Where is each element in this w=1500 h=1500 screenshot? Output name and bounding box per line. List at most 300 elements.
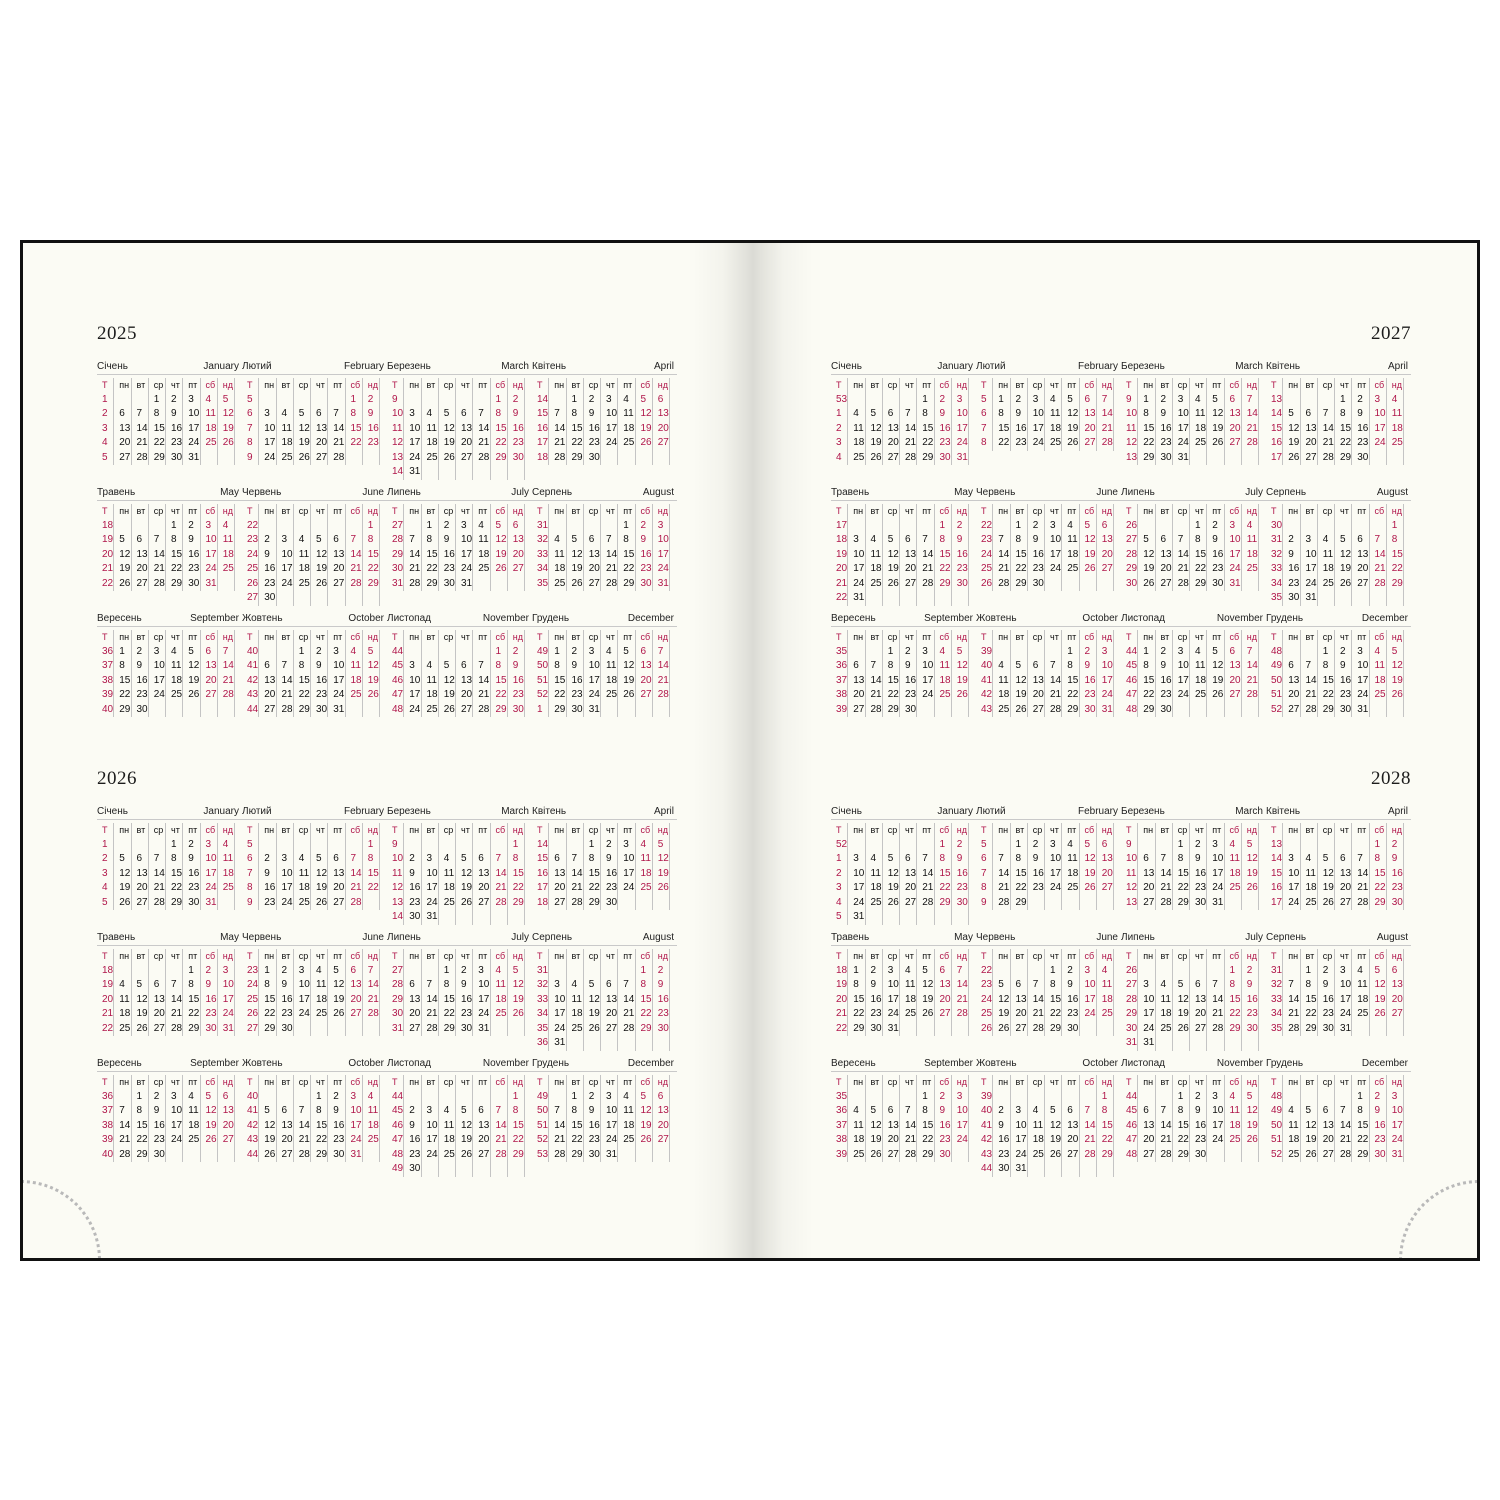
day-cell bbox=[549, 1090, 566, 1105]
weekday-header: пт bbox=[183, 504, 200, 519]
day-grid bbox=[1121, 949, 1266, 1051]
day-cell: 13 bbox=[473, 867, 490, 882]
day-cell: 15 bbox=[346, 422, 363, 437]
day-cell: 29 bbox=[1138, 703, 1155, 718]
day-cell bbox=[883, 838, 900, 853]
day-cell: 20 bbox=[311, 436, 328, 451]
day-cell: 10 bbox=[1045, 852, 1062, 867]
day-cell: 9 bbox=[952, 533, 969, 548]
day-cell: 26 bbox=[1011, 703, 1028, 718]
day-cell: 25 bbox=[473, 562, 490, 577]
weekday-header: сб bbox=[201, 949, 218, 964]
day-cell: 16 bbox=[1156, 422, 1173, 437]
day-cell: 15 bbox=[114, 674, 131, 689]
day-cell: 26 bbox=[1370, 1007, 1387, 1022]
day-cell: 18 bbox=[549, 562, 566, 577]
week-number: 2 bbox=[97, 852, 114, 867]
day-cell: 11 bbox=[294, 867, 311, 882]
day-cell: 31 bbox=[201, 577, 218, 592]
weekday-header: чт bbox=[601, 504, 618, 519]
day-cell: 6 bbox=[883, 407, 900, 422]
day-cell bbox=[166, 964, 183, 979]
weekday-header: ср bbox=[439, 504, 456, 519]
day-cell: 12 bbox=[201, 1104, 218, 1119]
weekday-header: вт bbox=[422, 378, 439, 393]
day-cell: 8 bbox=[848, 978, 865, 993]
week-number: 32 bbox=[532, 533, 549, 548]
weekday-header: нд bbox=[363, 1075, 380, 1090]
day-cell: 9 bbox=[277, 978, 294, 993]
week-number: 22 bbox=[976, 519, 993, 534]
quarter-row bbox=[97, 932, 677, 1058]
weekday-header: пн bbox=[259, 630, 276, 645]
day-cell: 18 bbox=[1156, 1007, 1173, 1022]
weekday-header: ср bbox=[149, 1075, 166, 1090]
day-cell: 14 bbox=[114, 1119, 131, 1134]
day-cell: 25 bbox=[866, 896, 883, 911]
day-cell: 9 bbox=[567, 659, 584, 674]
week-number: 11 bbox=[1121, 422, 1138, 437]
day-cell: 8 bbox=[567, 1104, 584, 1119]
day-cell: 13 bbox=[653, 407, 670, 422]
week-number: 38 bbox=[831, 688, 848, 703]
week-number: 19 bbox=[831, 548, 848, 563]
day-cell: 11 bbox=[422, 422, 439, 437]
day-cell: 28 bbox=[218, 688, 235, 703]
weekday-header: вт bbox=[866, 378, 883, 393]
day-cell: 3 bbox=[218, 964, 235, 979]
day-cell: 23 bbox=[1156, 688, 1173, 703]
day-cell: 17 bbox=[259, 436, 276, 451]
day-cell: 27 bbox=[1156, 577, 1173, 592]
weekday-header: пт bbox=[1352, 1075, 1369, 1090]
day-cell: 23 bbox=[1190, 881, 1207, 896]
month-name-ukrainian: Жовтень bbox=[242, 613, 283, 624]
day-cell: 19 bbox=[1080, 548, 1097, 563]
day-cell bbox=[404, 838, 421, 853]
day-cell: 8 bbox=[567, 407, 584, 422]
day-cell: 23 bbox=[1242, 1007, 1259, 1022]
day-cell: 28 bbox=[952, 1007, 969, 1022]
day-cell: 24 bbox=[1138, 1022, 1155, 1037]
day-cell: 8 bbox=[114, 659, 131, 674]
day-cell: 12 bbox=[653, 852, 670, 867]
week-number: 6 bbox=[976, 407, 993, 422]
day-cell: 7 bbox=[346, 533, 363, 548]
week-number: 22 bbox=[242, 519, 259, 534]
day-cell: 13 bbox=[848, 674, 865, 689]
day-cell: 13 bbox=[1387, 978, 1404, 993]
day-cell: 28 bbox=[363, 1007, 380, 1022]
week-number: 18 bbox=[97, 519, 114, 534]
day-cell: 22 bbox=[166, 562, 183, 577]
day-cell: 18 bbox=[473, 548, 490, 563]
day-cell: 29 bbox=[1011, 577, 1028, 592]
month-header bbox=[242, 932, 387, 946]
day-cell: 3 bbox=[404, 407, 421, 422]
day-cell bbox=[601, 451, 618, 466]
day-cell: 17 bbox=[601, 422, 618, 437]
day-cell: 25 bbox=[1352, 1007, 1369, 1022]
day-cell: 1 bbox=[1011, 838, 1028, 853]
day-cell: 24 bbox=[201, 562, 218, 577]
day-cell: 13 bbox=[1097, 533, 1114, 548]
day-cell: 27 bbox=[328, 896, 345, 911]
month-name-ukrainian: Березень bbox=[1121, 806, 1165, 817]
day-cell: 16 bbox=[508, 674, 525, 689]
week-number-header: T bbox=[532, 949, 549, 964]
month-april bbox=[532, 361, 677, 487]
day-cell: 8 bbox=[132, 1104, 149, 1119]
day-cell bbox=[1352, 519, 1369, 534]
day-cell: 15 bbox=[439, 993, 456, 1008]
weekday-header: пн bbox=[1138, 504, 1155, 519]
day-cell: 21 bbox=[473, 688, 490, 703]
day-cell: 13 bbox=[149, 993, 166, 1008]
day-cell: 22 bbox=[993, 436, 1010, 451]
day-cell: 15 bbox=[1138, 674, 1155, 689]
day-cell: 13 bbox=[900, 548, 917, 563]
day-cell: 16 bbox=[132, 674, 149, 689]
day-cell: 18 bbox=[439, 881, 456, 896]
day-cell: 31 bbox=[473, 1022, 490, 1037]
day-cell: 10 bbox=[952, 1104, 969, 1119]
day-cell: 12 bbox=[1080, 852, 1097, 867]
day-cell: 23 bbox=[1335, 688, 1352, 703]
day-cell: 11 bbox=[473, 533, 490, 548]
day-cell: 29 bbox=[149, 451, 166, 466]
day-cell: 6 bbox=[473, 1104, 490, 1119]
day-cell: 14 bbox=[473, 674, 490, 689]
day-cell: 20 bbox=[1225, 674, 1242, 689]
day-cell bbox=[1370, 451, 1387, 466]
day-cell: 10 bbox=[1028, 407, 1045, 422]
day-cell: 4 bbox=[1190, 393, 1207, 408]
week-number: 43 bbox=[976, 1148, 993, 1163]
weekday-header: ср bbox=[883, 378, 900, 393]
weekday-header: ср bbox=[439, 378, 456, 393]
day-cell: 28 bbox=[132, 451, 149, 466]
day-cell: 14 bbox=[549, 422, 566, 437]
day-cell: 11 bbox=[1242, 533, 1259, 548]
week-number: 40 bbox=[97, 1148, 114, 1163]
day-cell: 6 bbox=[328, 852, 345, 867]
week-number: 6 bbox=[242, 407, 259, 422]
weekday-header: вт bbox=[1301, 823, 1318, 838]
day-cell: 21 bbox=[346, 562, 363, 577]
day-cell: 30 bbox=[1335, 703, 1352, 718]
weekday-header: ср bbox=[1318, 378, 1335, 393]
day-cell: 7 bbox=[404, 533, 421, 548]
day-grid bbox=[831, 1075, 976, 1162]
day-cell bbox=[277, 838, 294, 853]
weekday-header: сб bbox=[1225, 949, 1242, 964]
day-cell: 14 bbox=[404, 548, 421, 563]
week-number: 11 bbox=[387, 867, 404, 882]
week-number-header: T bbox=[532, 504, 549, 519]
weekday-header: пт bbox=[183, 378, 200, 393]
weekday-header: чт bbox=[311, 1075, 328, 1090]
day-cell: 2 bbox=[567, 645, 584, 660]
day-cell: 3 bbox=[549, 978, 566, 993]
day-cell bbox=[900, 910, 917, 925]
day-cell: 12 bbox=[1080, 533, 1097, 548]
day-cell: 31 bbox=[601, 1148, 618, 1163]
day-cell bbox=[491, 910, 508, 925]
day-cell: 28 bbox=[1352, 896, 1369, 911]
day-cell: 4 bbox=[993, 659, 1010, 674]
week-number: 35 bbox=[831, 645, 848, 660]
day-cell: 24 bbox=[618, 881, 635, 896]
day-grid bbox=[242, 630, 387, 717]
week-number: 18 bbox=[532, 896, 549, 911]
week-number: 1 bbox=[831, 407, 848, 422]
day-cell: 18 bbox=[1283, 1133, 1300, 1148]
day-cell bbox=[549, 838, 566, 853]
corner-pocket-decoration-right bbox=[1399, 1180, 1480, 1261]
day-cell: 15 bbox=[1011, 548, 1028, 563]
day-cell: 17 bbox=[149, 674, 166, 689]
day-cell: 9 bbox=[1242, 978, 1259, 993]
day-cell: 17 bbox=[404, 688, 421, 703]
day-cell: 14 bbox=[363, 978, 380, 993]
week-number: 47 bbox=[1121, 688, 1138, 703]
day-cell: 19 bbox=[491, 548, 508, 563]
day-cell: 15 bbox=[491, 674, 508, 689]
week-number: 15 bbox=[1266, 867, 1283, 882]
weekday-header: нд bbox=[1387, 504, 1404, 519]
year-block-2026 bbox=[97, 768, 677, 1184]
day-cell: 9 bbox=[166, 407, 183, 422]
day-cell: 28 bbox=[149, 577, 166, 592]
day-cell: 15 bbox=[422, 548, 439, 563]
day-cell bbox=[1011, 645, 1028, 660]
day-cell: 23 bbox=[132, 688, 149, 703]
day-cell bbox=[1156, 1090, 1173, 1105]
day-cell: 18 bbox=[346, 674, 363, 689]
day-cell: 19 bbox=[636, 1119, 653, 1134]
day-cell: 3 bbox=[1207, 1090, 1224, 1105]
month-name-english: February bbox=[1077, 361, 1118, 372]
day-grid bbox=[1266, 630, 1411, 717]
day-cell bbox=[328, 838, 345, 853]
day-cell: 16 bbox=[567, 674, 584, 689]
weekday-header: вт bbox=[1156, 1075, 1173, 1090]
day-cell bbox=[866, 838, 883, 853]
day-cell: 10 bbox=[1045, 533, 1062, 548]
week-number: 29 bbox=[387, 993, 404, 1008]
weekday-header: ср bbox=[294, 949, 311, 964]
day-cell bbox=[848, 519, 865, 534]
day-cell bbox=[473, 465, 490, 480]
day-cell: 17 bbox=[952, 1119, 969, 1134]
day-cell bbox=[328, 591, 345, 606]
weekday-header: чт bbox=[456, 630, 473, 645]
month-september bbox=[97, 613, 242, 739]
month-name-ukrainian: Жовтень bbox=[242, 1058, 283, 1069]
day-cell bbox=[1335, 838, 1352, 853]
week-number: 45 bbox=[1121, 659, 1138, 674]
week-number: 41 bbox=[976, 1119, 993, 1134]
day-cell: 28 bbox=[549, 451, 566, 466]
day-cell: 14 bbox=[601, 548, 618, 563]
day-cell: 15 bbox=[1370, 867, 1387, 882]
week-number-header: T bbox=[1121, 949, 1138, 964]
day-cell bbox=[1370, 1022, 1387, 1037]
week-number: 5 bbox=[97, 451, 114, 466]
day-cell: 13 bbox=[1190, 993, 1207, 1008]
week-number: 39 bbox=[831, 703, 848, 718]
weekday-header: сб bbox=[1225, 630, 1242, 645]
day-cell: 27 bbox=[653, 1133, 670, 1148]
day-cell: 7 bbox=[491, 1104, 508, 1119]
day-cell: 15 bbox=[166, 548, 183, 563]
weekday-header: пт bbox=[618, 949, 635, 964]
week-number: 52 bbox=[532, 1133, 549, 1148]
weekday-header: нд bbox=[1242, 823, 1259, 838]
day-cell: 27 bbox=[456, 451, 473, 466]
day-cell: 9 bbox=[328, 1104, 345, 1119]
day-cell: 24 bbox=[422, 1148, 439, 1163]
week-number: 32 bbox=[532, 978, 549, 993]
weekday-header: пн bbox=[114, 949, 131, 964]
day-cell: 21 bbox=[473, 436, 490, 451]
day-cell: 13 bbox=[1138, 1119, 1155, 1134]
week-number: 22 bbox=[976, 964, 993, 979]
month-header bbox=[831, 361, 976, 375]
day-cell: 5 bbox=[1387, 645, 1404, 660]
day-cell: 21 bbox=[1156, 881, 1173, 896]
day-cell: 12 bbox=[584, 993, 601, 1008]
day-cell bbox=[567, 1036, 584, 1051]
day-cell: 7 bbox=[132, 407, 149, 422]
day-cell: 22 bbox=[917, 436, 934, 451]
day-grid bbox=[532, 378, 677, 465]
day-cell: 9 bbox=[1370, 1104, 1387, 1119]
day-cell: 6 bbox=[935, 964, 952, 979]
week-number: 35 bbox=[532, 1022, 549, 1037]
day-cell: 6 bbox=[1062, 1104, 1079, 1119]
month-header bbox=[1121, 1058, 1266, 1072]
month-name-ukrainian: Вересень bbox=[831, 1058, 876, 1069]
day-cell: 12 bbox=[311, 867, 328, 882]
day-cell: 13 bbox=[653, 1104, 670, 1119]
month-name-english: June bbox=[362, 932, 384, 943]
day-cell: 5 bbox=[1011, 659, 1028, 674]
day-cell: 22 bbox=[618, 562, 635, 577]
day-cell: 7 bbox=[549, 1104, 566, 1119]
day-cell: 2 bbox=[149, 1090, 166, 1105]
day-cell: 31 bbox=[584, 703, 601, 718]
day-cell: 31 bbox=[183, 451, 200, 466]
day-cell: 25 bbox=[1225, 881, 1242, 896]
day-cell: 15 bbox=[584, 867, 601, 882]
day-cell: 5 bbox=[1138, 533, 1155, 548]
day-cell: 2 bbox=[259, 533, 276, 548]
day-cell: 30 bbox=[935, 451, 952, 466]
day-cell: 16 bbox=[1190, 867, 1207, 882]
weekday-header: пт bbox=[328, 630, 345, 645]
day-cell: 28 bbox=[900, 1148, 917, 1163]
day-cell: 5 bbox=[311, 852, 328, 867]
day-cell: 30 bbox=[1318, 1022, 1335, 1037]
weekday-header: сб bbox=[491, 378, 508, 393]
day-cell: 29 bbox=[1225, 1022, 1242, 1037]
day-cell: 28 bbox=[328, 451, 345, 466]
week-number: 31 bbox=[387, 577, 404, 592]
day-cell: 9 bbox=[1011, 407, 1028, 422]
weekday-header: пн bbox=[259, 378, 276, 393]
day-cell bbox=[1173, 703, 1190, 718]
day-cell bbox=[1335, 519, 1352, 534]
day-cell: 4 bbox=[439, 852, 456, 867]
quarter-row bbox=[97, 806, 677, 932]
week-number: 45 bbox=[387, 659, 404, 674]
day-cell: 6 bbox=[456, 407, 473, 422]
weekday-header: сб bbox=[935, 1075, 952, 1090]
weekday-header: сб bbox=[1080, 823, 1097, 838]
day-cell: 19 bbox=[917, 993, 934, 1008]
month-name-english: April bbox=[1387, 806, 1408, 817]
day-cell: 1 bbox=[935, 519, 952, 534]
day-cell: 31 bbox=[456, 577, 473, 592]
day-cell bbox=[132, 393, 149, 408]
weekday-header: чт bbox=[166, 378, 183, 393]
day-cell: 28 bbox=[277, 703, 294, 718]
day-cell: 1 bbox=[1301, 964, 1318, 979]
day-cell: 22 bbox=[1301, 1007, 1318, 1022]
day-cell: 4 bbox=[848, 1104, 865, 1119]
week-number: 22 bbox=[831, 591, 848, 606]
day-cell: 6 bbox=[653, 1090, 670, 1105]
day-cell: 20 bbox=[848, 688, 865, 703]
day-cell: 1 bbox=[491, 393, 508, 408]
day-cell bbox=[473, 577, 490, 592]
day-cell: 9 bbox=[1156, 407, 1173, 422]
day-cell: 23 bbox=[277, 1007, 294, 1022]
day-cell bbox=[601, 1036, 618, 1051]
weekday-header: ср bbox=[584, 823, 601, 838]
day-cell: 5 bbox=[508, 964, 525, 979]
day-cell: 11 bbox=[1190, 659, 1207, 674]
day-cell: 4 bbox=[346, 645, 363, 660]
day-cell: 9 bbox=[404, 1119, 421, 1134]
weekday-header: пн bbox=[404, 630, 421, 645]
day-cell: 2 bbox=[201, 964, 218, 979]
day-cell: 30 bbox=[1207, 577, 1224, 592]
day-cell: 28 bbox=[473, 451, 490, 466]
day-cell: 31 bbox=[1173, 451, 1190, 466]
day-cell: 30 bbox=[1352, 451, 1369, 466]
day-cell: 19 bbox=[993, 1007, 1010, 1022]
weekday-header: пн bbox=[549, 949, 566, 964]
weekday-header: пн bbox=[993, 630, 1010, 645]
day-cell: 1 bbox=[508, 1090, 525, 1105]
weekday-header: сб bbox=[1370, 504, 1387, 519]
day-cell: 10 bbox=[346, 1104, 363, 1119]
day-cell: 19 bbox=[1138, 562, 1155, 577]
day-cell: 12 bbox=[132, 993, 149, 1008]
day-cell: 20 bbox=[1062, 1133, 1079, 1148]
day-cell: 2 bbox=[1190, 838, 1207, 853]
day-cell: 24 bbox=[1173, 688, 1190, 703]
day-cell bbox=[567, 964, 584, 979]
weekday-header: вт bbox=[1301, 378, 1318, 393]
day-cell: 24 bbox=[259, 451, 276, 466]
day-cell: 26 bbox=[993, 1022, 1010, 1037]
day-cell: 27 bbox=[601, 1022, 618, 1037]
day-cell: 15 bbox=[259, 993, 276, 1008]
